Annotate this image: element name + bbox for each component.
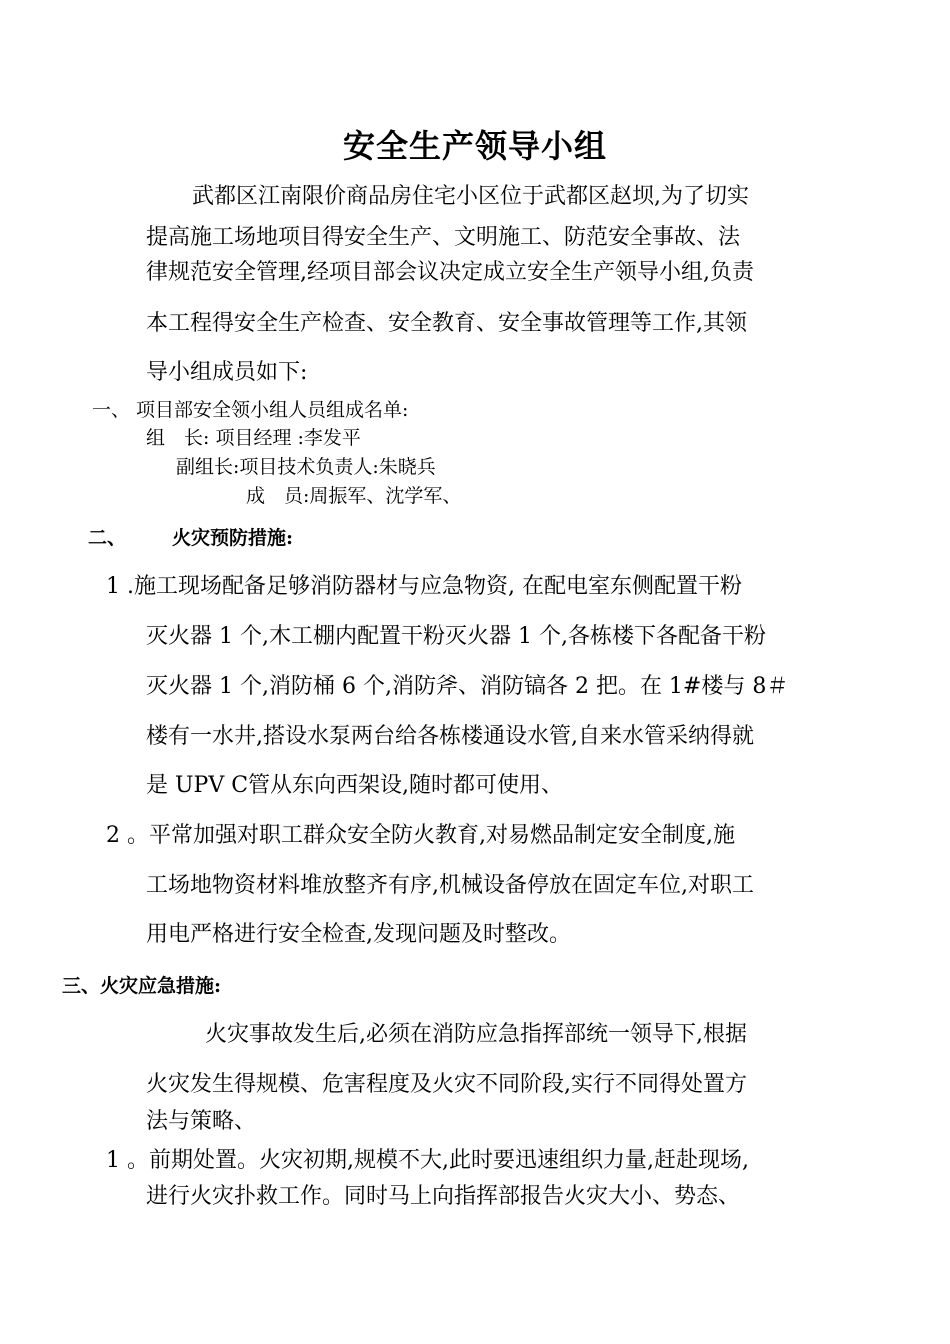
emergency-para-line-2: 火灾发生得规模、危害程度及火灾不同阶段,实行不同得处置方 [146,1072,747,1097]
prevention-item2-line-1: 2 。平常加强对职工群众安全防火教育,对易燃品制定安全制度,施 [106,823,735,848]
member-deputy: 副组长:项目技术负责人:朱晓兵 [176,456,436,478]
emergency-item1-line-1: 1 。前期处置。火灾初期,规模不大,此时要迅速组织力量,赶赴现场, [106,1148,749,1173]
prevention-item2-line-2: 工场地物资材料堆放整齐有序,机械设备停放在固定车位,对职工 [146,873,754,898]
member-leader: 组 长: 项目经理 :李发平 [146,427,361,449]
prevention-item1-line-1: 1 .施工现场配备足够消防器材与应急物资, 在配电室东侧配置干粉 [106,574,742,599]
section3-heading: 三、火灾应急措施: [62,975,222,997]
member-members: 成 员:周振军、沈学军、 [246,485,462,507]
section2-heading: 火灾预防措施: [172,527,294,549]
prevention-item2-line-3: 用电严格进行安全检查,发现问题及时整改。 [146,922,571,947]
section2-number: 二、 [88,527,127,549]
intro-line-3: 律规范安全管理,经项目部会议决定成立安全生产领导小组,负责 [146,260,754,285]
emergency-para-line-3: 法与策略、 [146,1109,257,1134]
emergency-item1-line-2: 进行火灾扑救工作。同时马上向指挥部报告火灾大小、势态、 [146,1184,741,1209]
prevention-item1-line-2: 灭火器 1 个,木工棚内配置干粉灭火器 1 个,各栋楼下各配备干粉 [146,624,766,649]
section1-heading: 一、 项目部安全领小组人员组成名单: [92,399,409,421]
prevention-item1-line-4: 楼有一水井,搭设水泵两台给各栋楼通设水管,自来水管采纳得就 [146,724,754,749]
intro-line-4: 本工程得安全生产检查、安全教育、安全事故管理等工作,其领 [146,311,747,336]
prevention-item1-line-5: 是 UPV C管从东向西架设,随时都可使用、 [146,773,564,798]
intro-line-2: 提高施工场地项目得安全生产、文明施工、防范安全事故、法 [146,225,741,250]
prevention-item1-line-3: 灭火器 1 个,消防桶 6 个,消防斧、消防镐各 2 把。在 1#楼与 8＃ [146,674,789,699]
document-title: 安全生产领导小组 [342,127,607,165]
intro-line-5: 导小组成员如下: [146,360,308,385]
emergency-para-line-1: 火灾事故发生后,必须在消防应急指挥部统一领导下,根据 [205,1022,747,1047]
intro-line-1: 武都区江南限价商品房住宅小区位于武都区赵坝,为了切实 [192,184,749,209]
